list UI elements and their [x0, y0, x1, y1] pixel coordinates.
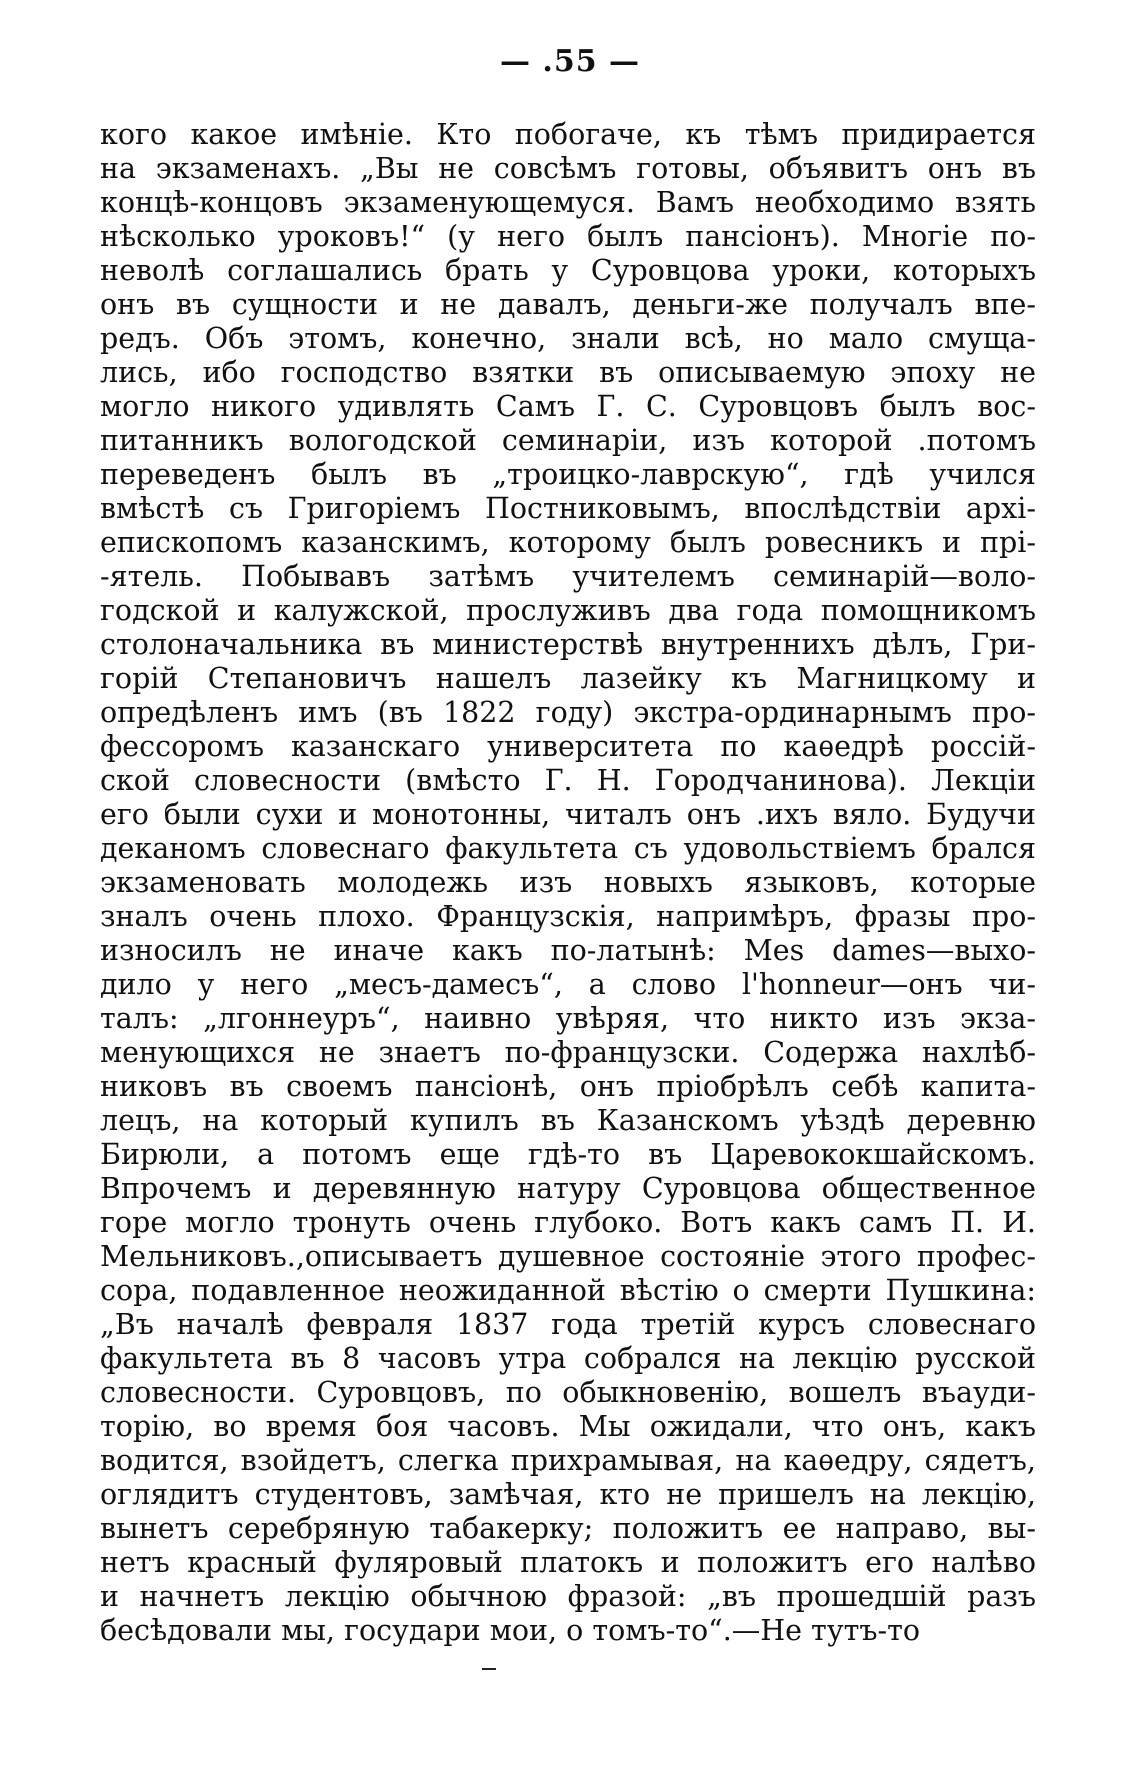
text-line: „Въ началѣ февраля 1837 года третій курсъ словеснаго: [100, 1308, 1036, 1341]
text-line: Бирюли, а потомъ еще гдѣ-то въ Царевококшайскомъ.: [100, 1138, 1036, 1171]
text-line: и начнетъ лекцію обычною фразой: „въ прошедшій разъ: [100, 1580, 1036, 1613]
text-line: фессоромъ казанскаго университета по каѳедрѣ россій-: [100, 730, 1036, 763]
text-line: оглядитъ студентовъ, замѣчая, кто не пришелъ на лекцію,: [100, 1478, 1036, 1511]
text-line: экзаменовать молодежь изъ новыхъ языковъ, которые: [100, 866, 1036, 899]
text-line: вынетъ серебряную табакерку; положитъ ее направо, вы-: [100, 1512, 1036, 1545]
text-line: питанникъ вологодской семинаріи, изъ которой .потомъ: [100, 424, 1036, 457]
text-line: переведенъ былъ въ „троицко-лаврскую“, гдѣ учился: [100, 458, 1036, 491]
text-line: -ятель. Побывавъ затѣмъ учителемъ семинарій—воло-: [100, 560, 1036, 593]
text-line: нѣсколько уроковъ!“ (у него былъ пансіонъ). Многіе по-: [100, 220, 1036, 253]
text-line: столоначальника въ министерствѣ внутреннихъ дѣлъ, Гри-: [100, 628, 1036, 661]
text-line: редъ. Объ этомъ, конечно, знали всѣ, но мало смуща-: [100, 322, 1036, 355]
text-line: его были сухи и монотонны, читалъ онъ .ихъ вяло. Будучи: [100, 798, 1036, 831]
text-line: вмѣстѣ съ Григоріемъ Постниковымъ, впослѣдствіи архі-: [100, 492, 1036, 525]
text-line: зналъ очень плохо. Французскія, напримѣръ, фразы про-: [100, 900, 1036, 933]
text-line: водится, взойдетъ, слегка прихрамывая, на каѳедру, сядетъ,: [100, 1444, 1036, 1477]
text-line: деканомъ словеснаго факультета съ удовольствіемъ брался: [100, 832, 1036, 865]
text-line: бесѣдовали мы, государи мои, о томъ-то“.—Не тутъ-то: [100, 1614, 921, 1647]
footer-dash: [482, 1668, 496, 1670]
text-line: сора, подавленное неожиданной вѣстію о смерти Пушкина:: [100, 1274, 1036, 1307]
text-line: словесности. Суровцовъ, по обыкновенію, вошелъ въауди-: [100, 1376, 1036, 1409]
text-line: менующихся не знаетъ по-французски. Содержа нахлѣб-: [100, 1036, 1036, 1069]
text-line: ской словесности (вмѣсто Г. Н. Городчанинова). Лекціи: [100, 764, 1036, 797]
text-line: лись, ибо господство взятки въ описываемую эпоху не: [100, 356, 1036, 389]
text-line: неволѣ соглашались брать у Суровцова уроки, которыхъ: [100, 254, 1036, 287]
text-line: кого какое имѣніе. Кто побогаче, къ тѣмъ придирается: [100, 118, 1036, 151]
text-line: торію, во время боя часовъ. Мы ожидали, что онъ, какъ: [100, 1410, 1036, 1443]
text-line: талъ: „лгоннеуръ“, наивно увѣряя, что никто изъ экза-: [100, 1002, 1036, 1035]
page-number-header: — .55 —: [499, 44, 641, 79]
text-line: Впрочемъ и деревянную натуру Суровцова общественное: [100, 1172, 1036, 1205]
text-line: годской и калужской, прослуживъ два года помощникомъ: [100, 594, 1036, 627]
body-text: [100, 118, 1036, 1648]
text-line: онъ въ сущности и не давалъ, деньги-же получалъ впе-: [100, 288, 1036, 321]
text-line: епископомъ казанскимъ, которому былъ ровесникъ и прі-: [100, 526, 1036, 559]
text-line: горе могло тронуть очень глубоко. Вотъ какъ самъ П. И.: [100, 1206, 1036, 1239]
text-line: концѣ-концовъ экзаменующемуся. Вамъ необходимо взять: [100, 186, 1036, 219]
text-line: никовъ въ своемъ пансіонѣ, онъ пріобрѣлъ себѣ капита-: [100, 1070, 1036, 1103]
text-line: горій Степановичъ нашелъ лазейку къ Магницкому и: [100, 662, 1036, 695]
text-line: нетъ красный фуляровый платокъ и положитъ его налѣво: [100, 1546, 1036, 1579]
text-line: лецъ, на который купилъ въ Казанскомъ уѣздѣ деревню: [100, 1104, 1036, 1137]
text-line: факультета въ 8 часовъ утра собрался на лекцію русской: [100, 1342, 1036, 1375]
text-line: на экзаменахъ. „Вы не совсѣмъ готовы, объявитъ онъ въ: [100, 152, 1036, 185]
text-line: могло никого удивлять Самъ Г. С. Суровцовъ былъ вос-: [100, 390, 1036, 423]
text-line: опредѣленъ имъ (въ 1822 году) экстра-ординарнымъ про-: [100, 696, 1036, 729]
text-line: дило у него „месъ-дамесъ“, а слово l'honneur—онъ чи-: [100, 968, 1036, 1001]
text-line: Мельниковъ.,описываетъ душевное состояніе этого профес-: [100, 1240, 1036, 1273]
text-line: износилъ не иначе какъ по-латынѣ: Mes dames—выхо-: [100, 934, 1036, 967]
